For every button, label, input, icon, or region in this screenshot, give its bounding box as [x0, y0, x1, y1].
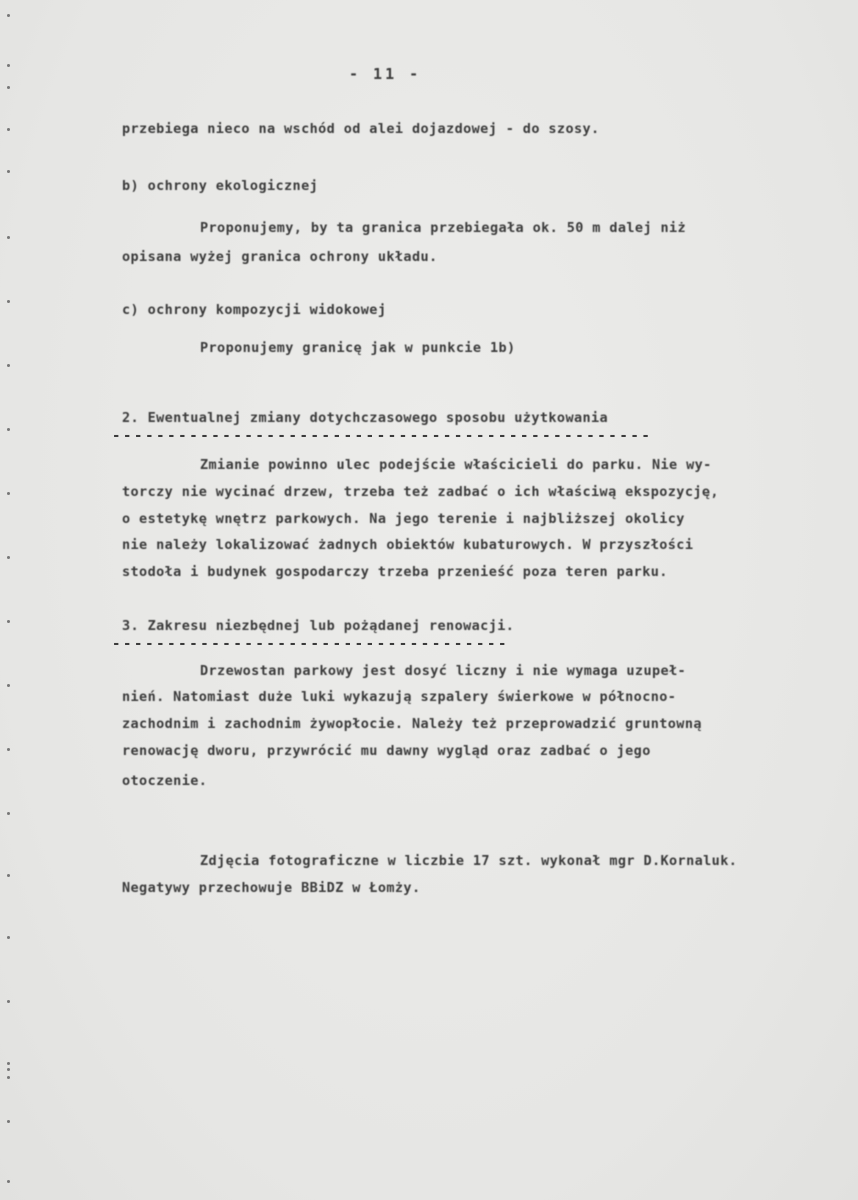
text-line: torczy nie wycinać drzew, trzeba też zadbać o ich właściwą ekspozycję, [122, 484, 719, 500]
text-line: otoczenie. [122, 773, 208, 789]
text-line: nie należy lokalizować żadnych obiektów kubaturowych. W przyszłości [122, 537, 694, 553]
text-line: Proponujemy, by ta granica przebiegała ok. 50 m dalej niż [200, 220, 687, 236]
heading-underline: ------------------------------------------------- [112, 428, 653, 444]
section-heading: 3. Zakresu niezbędnej lub pożądanej renowacji. [122, 618, 515, 634]
text-line: opisana wyżej granica ochrony układu. [122, 249, 438, 265]
text-line: Proponujemy granicę jak w punkcie 1b) [200, 340, 516, 356]
text-line: Zdjęcia fotograficzne w liczbie 17 szt. wykonał mgr D.Kornaluk. [200, 853, 738, 869]
text-line: stodoła i budynek gospodarczy trzeba przenieść poza teren parku. [122, 564, 668, 580]
subsection-heading: b) ochrony ekologicznej [122, 178, 319, 194]
subsection-heading: c) ochrony kompozycji widokowej [122, 302, 387, 318]
text-line: Zmianie powinno ulec podejście właścicieli do parku. Nie wy- [200, 457, 712, 473]
text-line: przebiega nieco na wschód od alei dojazdowej - do szosy. [122, 121, 600, 137]
section-heading: 2. Ewentualnej zmiany dotychczasowego sposobu użytkowania [122, 410, 609, 426]
text-line: zachodnim i zachodnim żywopłocie. Należy też przeprowadzić gruntowną [122, 716, 702, 732]
text-line: o estetykę wnętrz parkowych. Na jego terenie i najbliższej okolicy [122, 511, 685, 527]
text-line: Drzewostan parkowy jest dosyć liczny i nie wymaga uzupeł- [200, 663, 687, 679]
text-line: nień. Natomiast duże luki wykazują szpalery świerkowe w północno- [122, 689, 677, 705]
heading-underline: ------------------------------------ [112, 636, 510, 652]
text-line: renowację dworu, przywrócić mu dawny wygląd oraz zadbać o jego [122, 743, 651, 759]
page-number: - 11 - [349, 65, 422, 83]
text-line: Negatywy przechowuje BBiDZ w Łomży. [122, 880, 421, 896]
